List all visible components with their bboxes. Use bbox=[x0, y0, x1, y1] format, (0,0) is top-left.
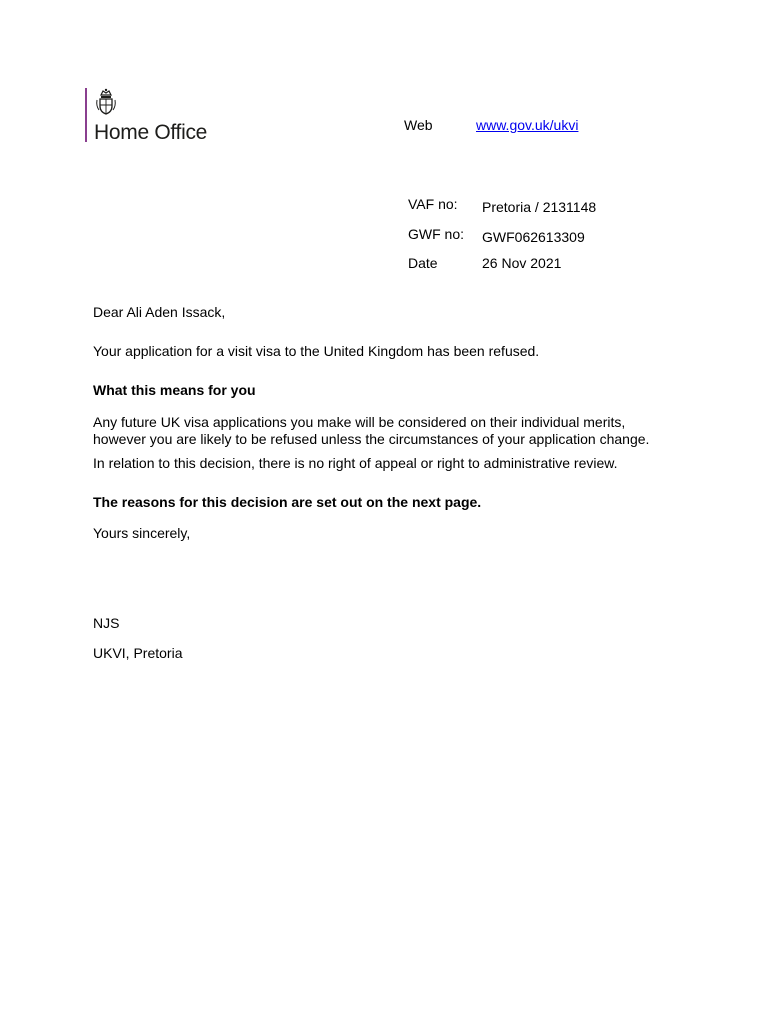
section-heading: What this means for you bbox=[93, 382, 256, 398]
body-line-2: however you are likely to be refused unless the circumstances of your application change. bbox=[93, 431, 650, 447]
gwf-value: GWF062613309 bbox=[482, 229, 585, 245]
vaf-value: Pretoria / 2131148 bbox=[482, 199, 597, 215]
appeal-statement: In relation to this decision, there is no right of appeal or right to administrative review. bbox=[93, 455, 618, 471]
refusal-statement: Your application for a visit visa to the United Kingdom has been refused. bbox=[93, 343, 540, 359]
royal-crest-icon bbox=[95, 88, 117, 116]
signatory: NJS bbox=[93, 615, 120, 631]
office: UKVI, Pretoria bbox=[93, 645, 183, 661]
home-office-logo-text: Home Office bbox=[94, 121, 208, 144]
reasons-statement: The reasons for this decision are set out on the next page. bbox=[93, 494, 482, 510]
logo-accent-bar bbox=[85, 88, 87, 142]
salutation: Dear Ali Aden Issack, bbox=[93, 304, 226, 320]
body-line-1: Any future UK visa applications you make will be considered on their individual merits, bbox=[93, 414, 626, 430]
closing: Yours sincerely, bbox=[93, 525, 191, 541]
web-label: Web bbox=[404, 117, 433, 133]
web-link[interactable]: www.gov.uk/ukvi bbox=[476, 117, 579, 133]
date-label: Date bbox=[408, 255, 438, 271]
date-value: 26 Nov 2021 bbox=[482, 255, 562, 271]
vaf-label: VAF no: bbox=[408, 196, 458, 212]
gwf-label: GWF no: bbox=[408, 226, 465, 242]
